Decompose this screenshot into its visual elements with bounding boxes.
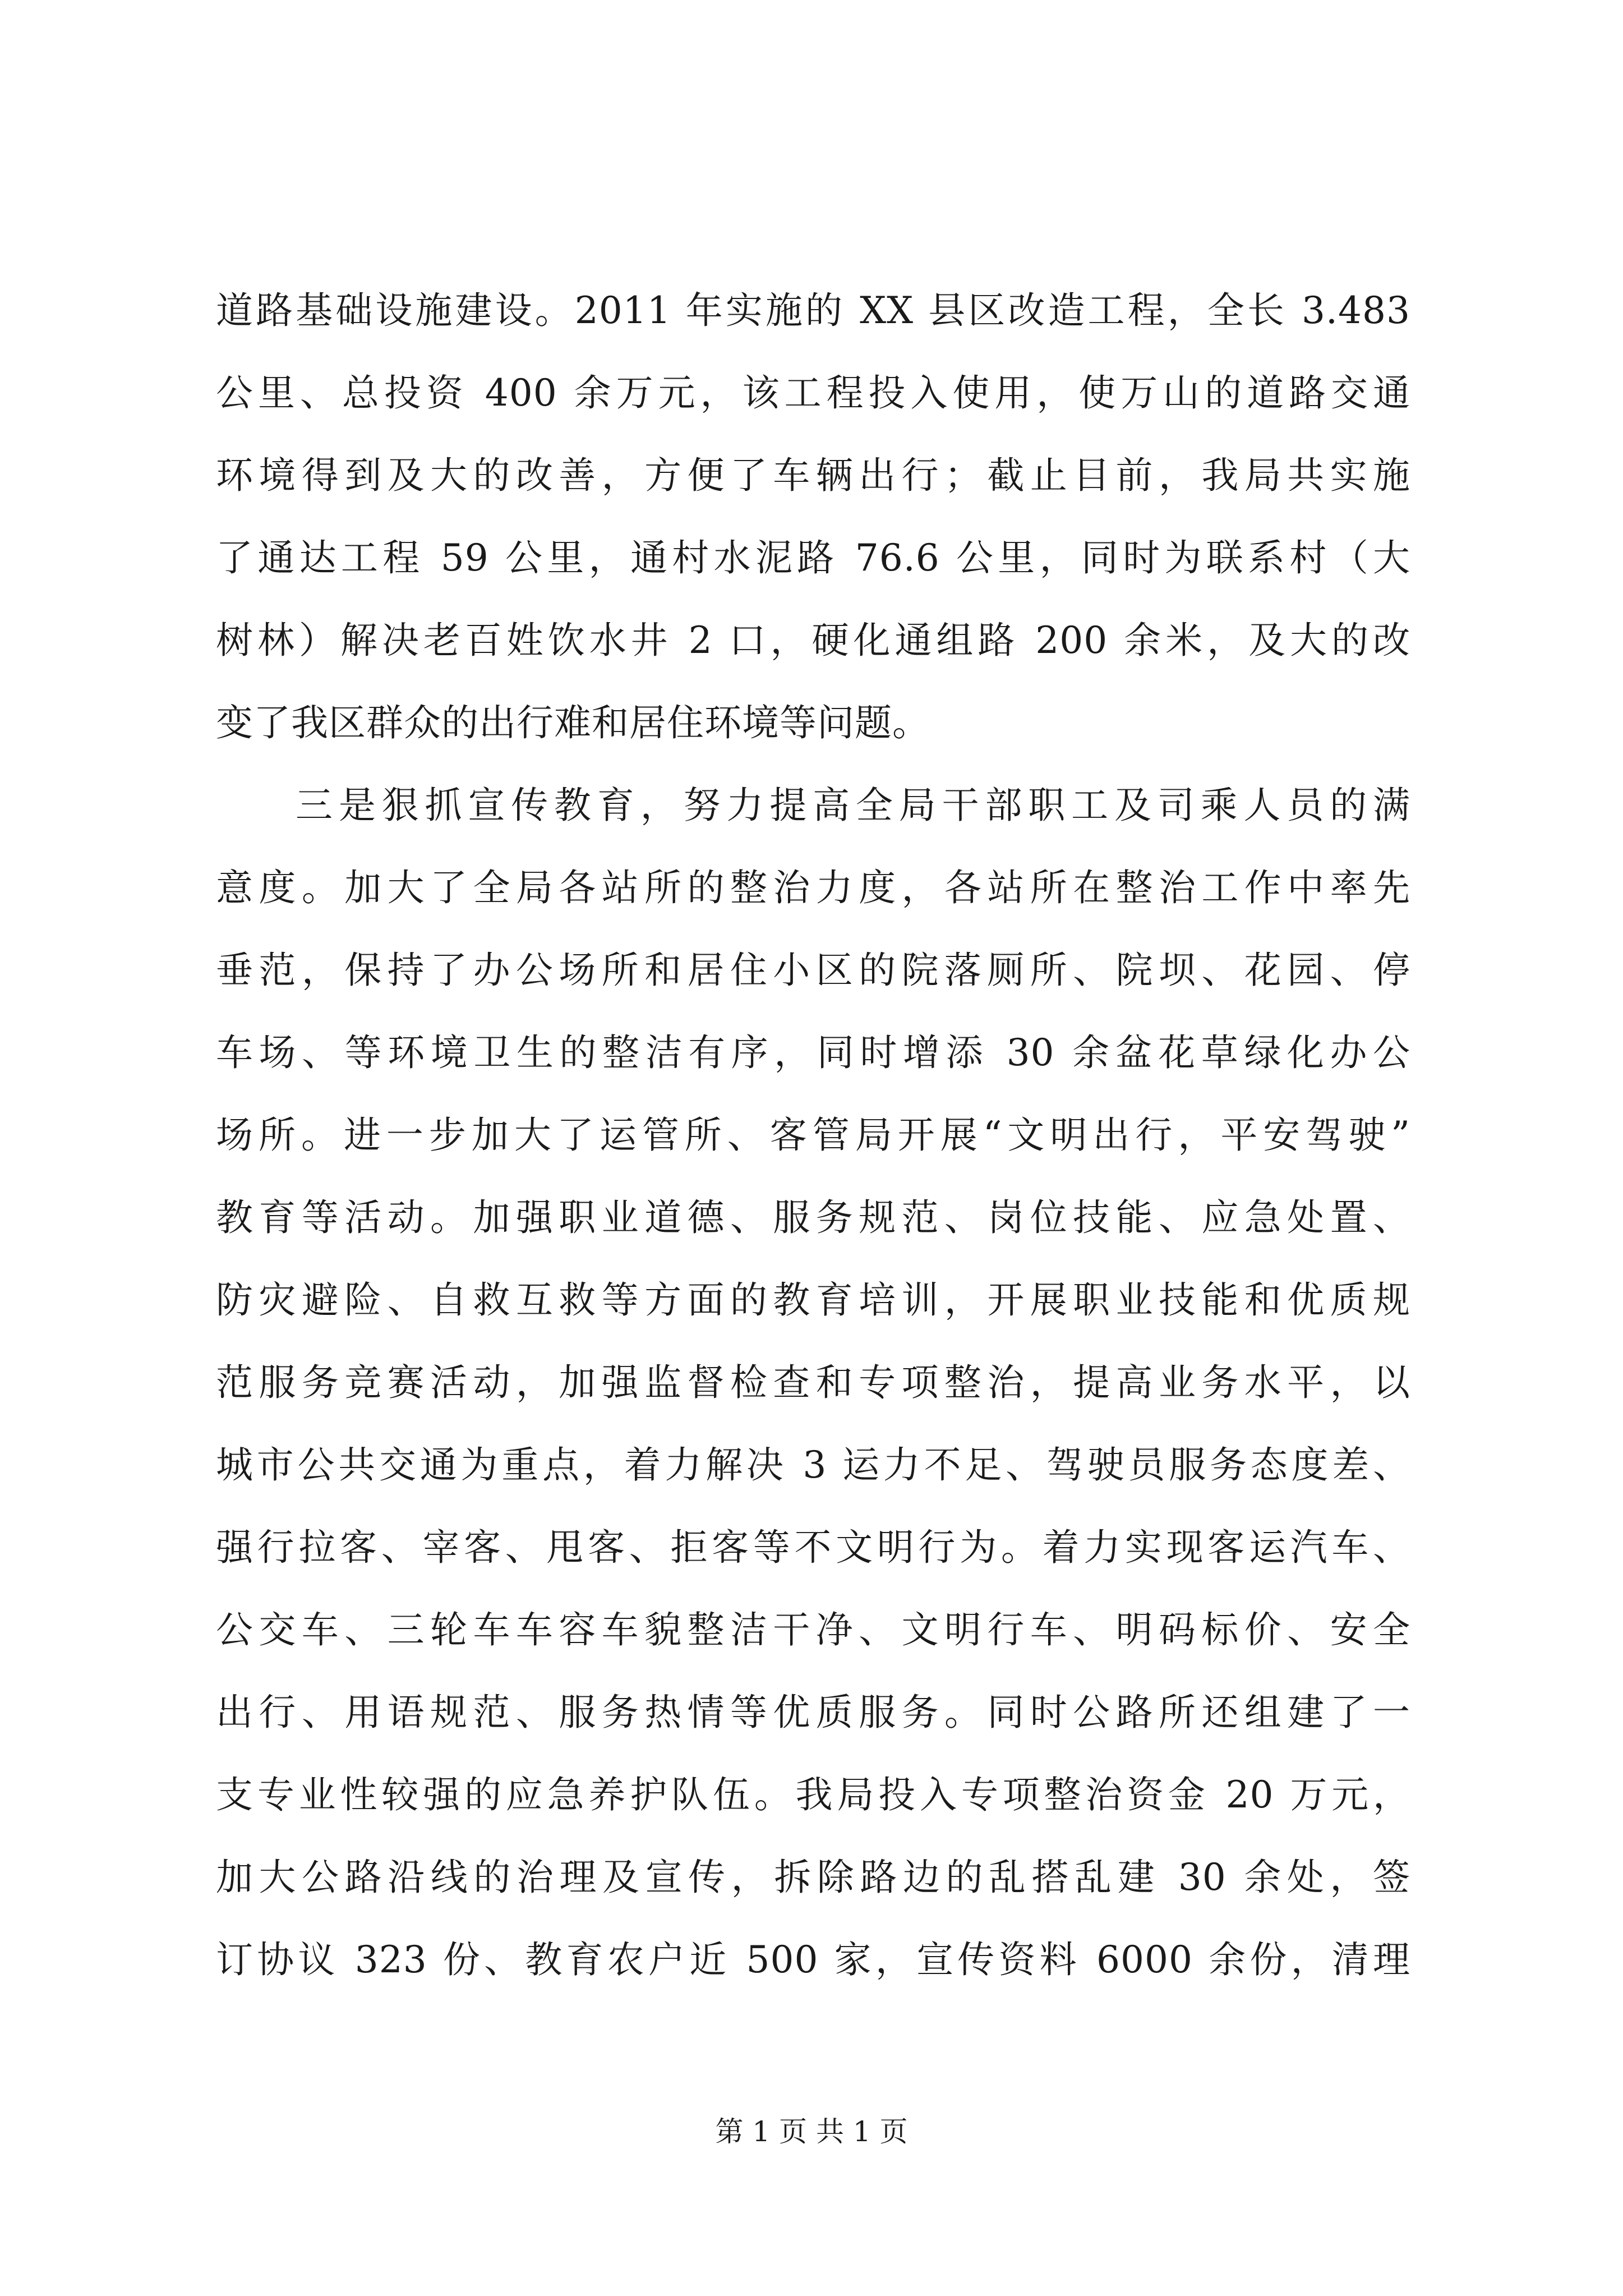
body-text [216, 269, 1410, 2001]
text-line: 树林）解决老百姓饮水井 2 口，硬化通组路 200 余米，及大的改 [216, 619, 1410, 662]
text-line: 环境得到及大的改善，方便了车辆出行；截止目前，我局共实施 [216, 454, 1410, 497]
text-line: 公交车、三轮车车容车貌整洁干净、文明行车、明码标价、安全 [216, 1608, 1410, 1651]
text-line: 垂范，保持了办公场所和居住小区的院落厕所、院坝、花园、停 [216, 949, 1410, 992]
text-line: 车场、等环境卫生的整洁有序，同时增添 30 余盆花草绿化办公 [216, 1031, 1410, 1074]
text-line: 场所。进一步加大了运管所、客管局开展“文明出行，平安驾驶” [216, 1114, 1410, 1157]
paragraph-first-line: 三是狠抓宣传教育，努力提高全局干部职工及司乘人员的满 [296, 784, 1410, 827]
text-line: 公里、总投资 400 余万元，该工程投入使用，使万山的道路交通 [216, 371, 1410, 415]
text-line: 支专业性较强的应急养护队伍。我局投入专项整治资金 20 万元， [216, 1773, 1410, 1816]
text-line: 城市公共交通为重点，着力解决 3 运力不足、驾驶员服务态度差、 [216, 1443, 1410, 1487]
page-number: 第 1 页 共 1 页 [715, 2115, 908, 2148]
text-line: 道路基础设施建设。2011 年实施的 XX 县区改造工程，全长 3.483 [216, 289, 1410, 332]
text-line: 教育等活动。加强职业道德、服务规范、岗位技能、应急处置、 [216, 1196, 1410, 1239]
text-line: 出行、用语规范、服务热情等优质服务。同时公路所还组建了一 [216, 1691, 1410, 1734]
text-line: 范服务竞赛活动，加强监督检查和专项整治，提高业务水平，以 [216, 1361, 1410, 1404]
text-line: 变了我区群众的出行难和居住环境等问题。 [216, 701, 930, 744]
text-line: 了通达工程 59 公里，通村水泥路 76.6 公里，同时为联系村（大 [216, 536, 1410, 579]
text-line: 加大公路沿线的治理及宣传，拆除路边的乱搭乱建 30 余处，签 [216, 1856, 1410, 1899]
text-line: 订协议 323 份、教育农户近 500 家，宣传资料 6000 余份，清理 [216, 1938, 1410, 1981]
text-line: 意度。加大了全局各站所的整治力度，各站所在整治工作中率先 [216, 866, 1410, 909]
page-footer [0, 2115, 1623, 2148]
text-line: 防灾避险、自救互救等方面的教育培训，开展职业技能和优质规 [216, 1278, 1410, 1322]
text-line: 强行拉客、宰客、甩客、拒客等不文明行为。着力实现客运汽车、 [216, 1526, 1410, 1569]
